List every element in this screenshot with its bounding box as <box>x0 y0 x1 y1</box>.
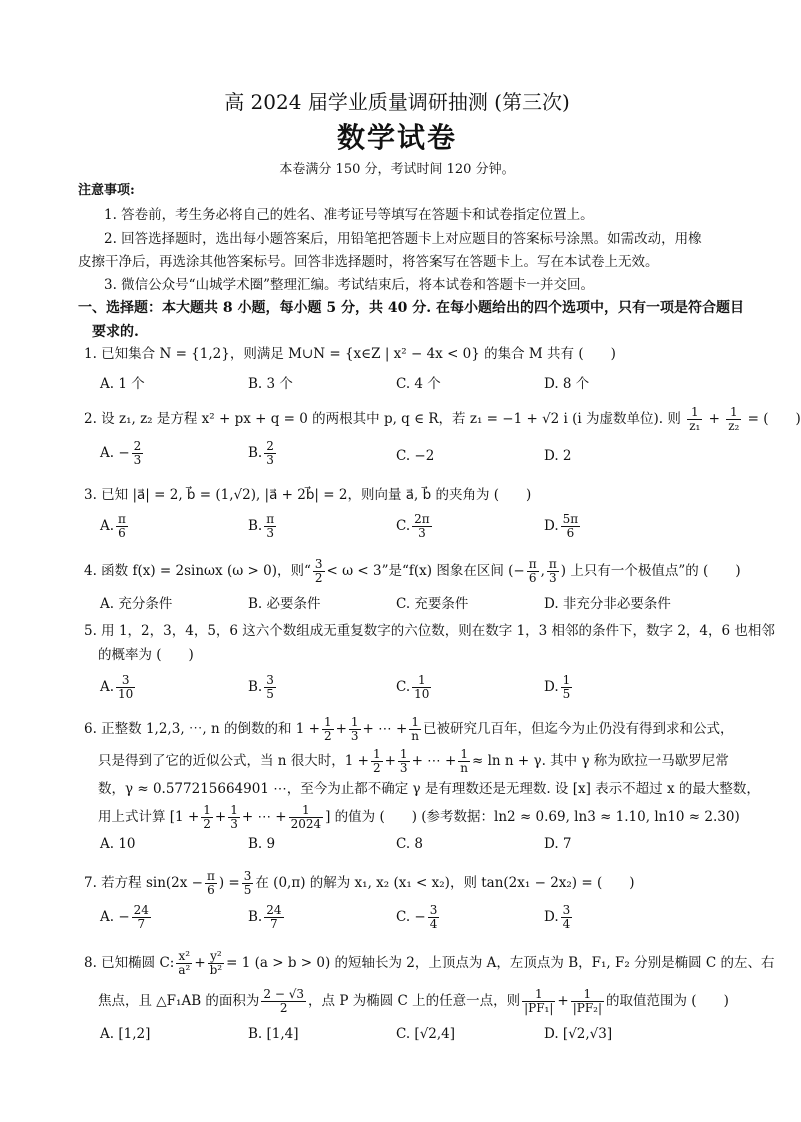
q8-pf1-den: |PF₁| <box>524 1001 554 1015</box>
q6-l4-b: ] 的值为 ( ) (参考数据：ln2 ≈ 0.69, ln3 ≈ 1.10, ln10 ≈ 2.30) <box>325 809 740 825</box>
q8-x-num: x² <box>176 950 192 964</box>
q6-l4-h3-den: 3 <box>230 817 238 831</box>
q6-l2-frac-n <box>458 748 470 775</box>
q4-frac-2 <box>527 558 539 585</box>
q2-b-frac <box>264 440 276 467</box>
section-heading: 一、选择题：本大题共 8 小题，每小题 5 分，共 40 分. 在每小题给出的四个选项中，只有一项是符合题目 <box>78 300 744 316</box>
q6-option-d: D. 7 <box>544 836 572 852</box>
q6-plus-1: + <box>335 721 347 737</box>
q8-frac-y <box>208 950 225 977</box>
q4-g2-den: 3 <box>549 571 557 585</box>
q6-l4-plus-1: + <box>214 809 227 825</box>
notice-item-2-cont: 皮擦干净后，再选涂其他答案标号。回答非选择题时，将答案写在答题卡上。写在本试卷上无效。 <box>78 254 659 270</box>
q7-c-label: C. − <box>396 909 426 925</box>
q5-option-a <box>100 674 137 701</box>
q3-a-den: 6 <box>118 526 126 540</box>
question-7-stem <box>84 870 635 897</box>
q6-h3-num: 1 <box>350 715 359 729</box>
q6-l2-hn-den: n <box>460 761 469 775</box>
q4-frac-1 <box>313 558 325 585</box>
q7-a-label: A. − <box>100 909 130 925</box>
q6-frac-third <box>349 716 361 743</box>
q6-l2-plus-2: + ⋯ + <box>411 753 457 769</box>
q8-l2-a: 焦点，且 △F₁AB 的面积为 <box>98 993 260 1009</box>
question-6-line-3: 数，γ ≈ 0.577215664901 ⋯，至今为止都不确定 γ 是有理数还是无理数. 设 [x] 表示不超过 x 的最大整数， <box>98 781 760 797</box>
q7-option-a <box>100 904 153 931</box>
q3-option-c <box>396 513 434 540</box>
q8-frac-pf1 <box>522 988 555 1015</box>
q4-stem-a: 4. 函数 f(x) = 2sinωx (ω > 0)，则“ <box>84 563 311 579</box>
q5-a-num: 3 <box>116 674 135 688</box>
q2-f2-num: 1 <box>726 406 741 420</box>
q8-pf1-num: 1 <box>522 988 555 1002</box>
q6-h3-den: 3 <box>350 729 359 743</box>
notice-item-3: 3. 微信公众号“山城学术圈”整理汇编。考试结束后，将本试卷和答题卡一并交回。 <box>104 277 594 293</box>
q8-l1-a: 8. 已知椭圆 C: <box>84 955 175 971</box>
q7-opt-c-den: 4 <box>429 917 438 931</box>
q5-option-b <box>248 674 278 701</box>
q4-g1-den: 6 <box>528 571 537 585</box>
q6-l4-frac-half <box>201 804 213 831</box>
q6-l4-frac-third <box>228 804 240 831</box>
q4-f-den: 2 <box>314 571 323 585</box>
q8-l2-c: 的取值范围为 ( ) <box>606 993 729 1009</box>
question-6-line-2 <box>98 748 729 775</box>
q2-stem-end: = ( ) <box>747 411 801 427</box>
q4-option-b: B. 必要条件 <box>248 596 321 612</box>
q8-plus: + <box>194 955 206 971</box>
q2-b-label: B. <box>248 445 263 461</box>
q6-l1-a: 6. 正整数 1,2,3, ⋯, n 的倒数的和 1 + <box>84 721 320 737</box>
q8-l2-plus: + <box>557 993 569 1009</box>
q8-option-a: A. [1,2] <box>100 1026 151 1042</box>
q8-option-b: B. [1,4] <box>248 1026 299 1042</box>
q2-a-label: A. − <box>100 445 130 461</box>
q7-opt-b-num: 24 <box>266 903 282 917</box>
q2-f1-num: 1 <box>687 406 702 420</box>
q2-fraction-2 <box>726 406 741 433</box>
exam-title: 数学试卷 <box>336 121 457 154</box>
q5-option-c <box>396 674 433 701</box>
q8-s-den: 2 <box>279 1001 288 1015</box>
q8-frac-x <box>176 950 192 977</box>
q5-c-label: C. <box>396 679 411 695</box>
q8-option-d: D. [√2,√3] <box>544 1026 613 1042</box>
q7-stem-b: ) = <box>218 875 240 891</box>
q6-l2-hn-num: 1 <box>458 748 470 762</box>
q7-option-c <box>396 904 441 931</box>
q5-a-den: 10 <box>118 687 134 701</box>
question-2-stem <box>84 406 801 433</box>
q7-b-label: B. <box>248 909 263 925</box>
q5-b-label: B. <box>248 679 263 695</box>
q3-d-frac <box>561 513 581 540</box>
q3-b-frac <box>264 513 276 540</box>
q6-l2-h3-num: 1 <box>399 747 408 761</box>
q6-l2-h3-den: 3 <box>399 761 408 775</box>
q5-c-frac <box>412 674 431 701</box>
q2-option-b <box>248 440 278 467</box>
q6-hn-num: 1 <box>409 716 421 730</box>
q5-option-d <box>544 674 574 701</box>
q3-d-den: 6 <box>566 526 575 540</box>
q6-hn-den: n <box>411 729 419 743</box>
q3-option-a <box>100 513 130 540</box>
q8-y-den: b² <box>209 963 223 977</box>
q6-l4-den: 2024 <box>290 817 322 831</box>
q7-b-den: 5 <box>243 883 252 897</box>
q5-d-num: 1 <box>562 673 571 687</box>
q6-l2-b: ≈ ln n + γ. 其中 γ 称为欧拉一马歇罗尼常 <box>472 753 729 769</box>
q8-l2-b: ，点 P 为椭圆 C 上的任意一点，则 <box>308 993 521 1009</box>
q5-a-frac <box>116 674 135 701</box>
q6-option-b: B. 9 <box>248 836 276 852</box>
question-6-line-4 <box>98 804 740 831</box>
q7-opt-c-num: 3 <box>429 903 438 917</box>
question-8-line-2 <box>98 988 729 1015</box>
question-8-line-1 <box>84 950 774 977</box>
q8-frac-area <box>261 988 306 1015</box>
q5-c-num: 1 <box>412 674 431 688</box>
q3-c-frac <box>412 513 432 540</box>
q6-l2-h2-num: 1 <box>372 747 381 761</box>
q6-frac-n <box>409 716 421 743</box>
q4-comma: , <box>540 563 545 579</box>
q6-l4-h3-num: 1 <box>230 803 238 817</box>
q1-option-c: C. 4 个 <box>396 376 441 392</box>
q6-l4-a: 用上式计算 [1 + <box>98 809 200 825</box>
question-4-stem <box>84 558 741 585</box>
q8-x-den: a² <box>178 963 191 977</box>
notice-heading: 注意事项: <box>78 183 135 198</box>
q8-frac-pf2 <box>571 988 604 1015</box>
q5-d-frac <box>561 674 573 701</box>
q6-l1-b: 已被研究几百年，但迄今为止仍没有得到求和公式， <box>423 721 734 737</box>
q8-pf2-den: |PF₂| <box>572 1001 603 1015</box>
q6-l2-a: 只是得到了它的近似公式，当 n 很大时，1 + <box>98 753 369 769</box>
q1-option-b: B. 3 个 <box>248 376 293 392</box>
q8-pf2-num: 1 <box>571 988 604 1002</box>
q6-l2-plus-1: + <box>384 753 396 769</box>
q7-opt-a-num: 24 <box>133 903 149 917</box>
q8-option-c: C. [√2,4] <box>396 1026 456 1042</box>
q4-g1-num: π <box>528 557 537 571</box>
q4-stem-b: < ω < 3”是“f(x) 图象在区间 (− <box>326 563 525 579</box>
q2-b-num: 2 <box>266 439 274 453</box>
q7-frac-1 <box>205 870 217 897</box>
q2-stem-text: 2. 设 z₁, z₂ 是方程 x² + px + q = 0 的两根其中 p, q ∈ R，若 z₁ = −1 + √2 i (i 为虚数单位). 则 <box>84 411 681 427</box>
q6-l4-h2-den: 2 <box>203 817 211 831</box>
q2-b-den: 3 <box>266 453 274 467</box>
q4-option-d: D. 非充分非必要条件 <box>544 596 671 612</box>
section-heading-cont: 要求的. <box>92 324 139 340</box>
q2-plus: + <box>708 411 720 427</box>
q7-a-den: 6 <box>207 883 215 897</box>
q2-option-c: C. −2 <box>396 448 435 464</box>
q5-d-label: D. <box>544 679 559 695</box>
q4-g2-num: π <box>548 557 557 571</box>
q1-option-d: D. 8 个 <box>544 376 590 392</box>
exam-title-line1: 高 2024 届学业质量调研抽测 (第三次) <box>224 90 570 114</box>
q6-option-c: C. 8 <box>396 836 424 852</box>
q3-c-num: 2π <box>414 512 430 526</box>
q6-l4-frac-2024 <box>289 804 324 831</box>
q6-l4-plus-2: + ⋯ + <box>241 809 287 825</box>
q6-plus-2: + ⋯ + <box>362 721 408 737</box>
notice-item-1: 1. 答卷前，考生务必将自己的姓名、准考证号等填写在答题卡和试卷指定位置上。 <box>104 207 594 223</box>
q7-frac-2 <box>242 870 254 897</box>
q7-opt-d-num: 3 <box>562 903 571 917</box>
q5-d-den: 5 <box>562 687 571 701</box>
q2-option-a <box>100 440 145 467</box>
q7-a-frac <box>132 904 151 931</box>
q8-y-num: y² <box>208 950 225 964</box>
q3-d-label: D. <box>544 518 559 534</box>
q5-a-label: A. <box>100 679 115 695</box>
q7-b-num: 3 <box>243 869 252 883</box>
q7-option-d <box>544 904 574 931</box>
q7-stem-a: 7. 若方程 sin(2x − <box>84 875 203 891</box>
q1-option-a: A. 1 个 <box>100 376 145 392</box>
q5-b-den: 5 <box>266 687 274 701</box>
q3-c-label: C. <box>396 518 411 534</box>
q7-a-num: π <box>206 869 215 883</box>
q5-b-frac <box>264 674 276 701</box>
q5-c-den: 10 <box>414 687 430 701</box>
question-3-stem: 3. 已知 |a⃗| = 2, b⃗ = (1,√2), |a⃗ + 2b⃗| = 2，则向量 a⃗, b⃗ 的夹角为 ( ) <box>84 487 532 503</box>
q2-f1-den: z₁ <box>689 419 701 433</box>
q2-a-frac <box>132 440 144 467</box>
question-1-stem: 1. 已知集合 N = {1,2}，则满足 M∪N = {x∈Z | x² − 4x < 0} 的集合 M 共有 ( ) <box>84 346 616 362</box>
q3-a-num: π <box>118 512 126 526</box>
q6-option-a: A. 10 <box>100 836 136 852</box>
q4-frac-3 <box>547 558 559 585</box>
q7-stem-c: 在 (0,π) 的解为 x₁, x₂ (x₁ < x₂)，则 tan(2x₁ − 2x₂) = ( ) <box>255 875 635 891</box>
q7-c-frac <box>428 904 440 931</box>
q2-fraction-1 <box>687 406 702 433</box>
q3-d-num: 5π <box>562 512 579 526</box>
q7-d-frac <box>561 904 573 931</box>
q4-f-num: 3 <box>314 557 323 571</box>
q6-l2-frac-half <box>371 748 383 775</box>
q5-b-num: 3 <box>266 673 274 687</box>
q2-a-num: 2 <box>133 439 142 453</box>
question-6-line-1 <box>84 716 734 743</box>
question-5-stem-cont: 的概率为 ( ) <box>98 647 194 663</box>
q3-c-den: 3 <box>418 526 426 540</box>
q2-f2-den: z₂ <box>728 419 740 433</box>
q6-h2-den: 2 <box>323 729 332 743</box>
q6-l4-num: 1 <box>289 804 324 818</box>
q7-opt-d-den: 4 <box>562 917 571 931</box>
exam-subtitle: 本卷满分 150 分，考试时间 120 分钟。 <box>279 162 515 177</box>
q8-s-num: 2 − √3 <box>263 987 305 1001</box>
q2-option-d: D. 2 <box>544 448 572 464</box>
q4-option-a: A. 充分条件 <box>100 596 173 612</box>
q8-l1-b: = 1 (a > b > 0) 的短轴长为 2，上顶点为 A，左顶点为 B，F₁, F₂ 分别是椭圆 C 的左、右 <box>226 955 775 971</box>
q6-l2-h2-den: 2 <box>372 761 381 775</box>
q7-d-label: D. <box>544 909 559 925</box>
q3-b-num: π <box>266 512 275 526</box>
q6-l2-frac-third <box>398 748 410 775</box>
q3-a-frac <box>116 513 128 540</box>
q6-l4-h2-num: 1 <box>203 803 211 817</box>
q7-opt-b-den: 7 <box>270 917 278 931</box>
q7-b-frac <box>264 904 283 931</box>
q4-stem-c: ) 上只有一个极值点”的 ( ) <box>560 563 741 579</box>
q6-frac-half <box>322 716 334 743</box>
q3-b-den: 3 <box>266 526 274 540</box>
q2-a-den: 3 <box>133 453 142 467</box>
q7-opt-a-den: 7 <box>137 917 146 931</box>
q3-b-label: B. <box>248 518 263 534</box>
question-5-stem: 5. 用 1，2，3，4，5，6 这六个数组成无重复数字的六位数，则在数字 1，3 相邻的条件下，数字 2，4，6 也相邻 <box>84 623 775 639</box>
notice-item-2: 2. 回答选择题时，选出每小题答案后，用铅笔把答题卡上对应题目的答案标号涂黑。如需改动，用橡 <box>104 231 702 247</box>
q7-option-b <box>248 904 286 931</box>
q4-option-c: C. 充要条件 <box>396 596 469 612</box>
q3-option-b <box>248 513 278 540</box>
q3-option-d <box>544 513 582 540</box>
q3-a-label: A. <box>100 518 115 534</box>
q6-h2-num: 1 <box>323 715 332 729</box>
